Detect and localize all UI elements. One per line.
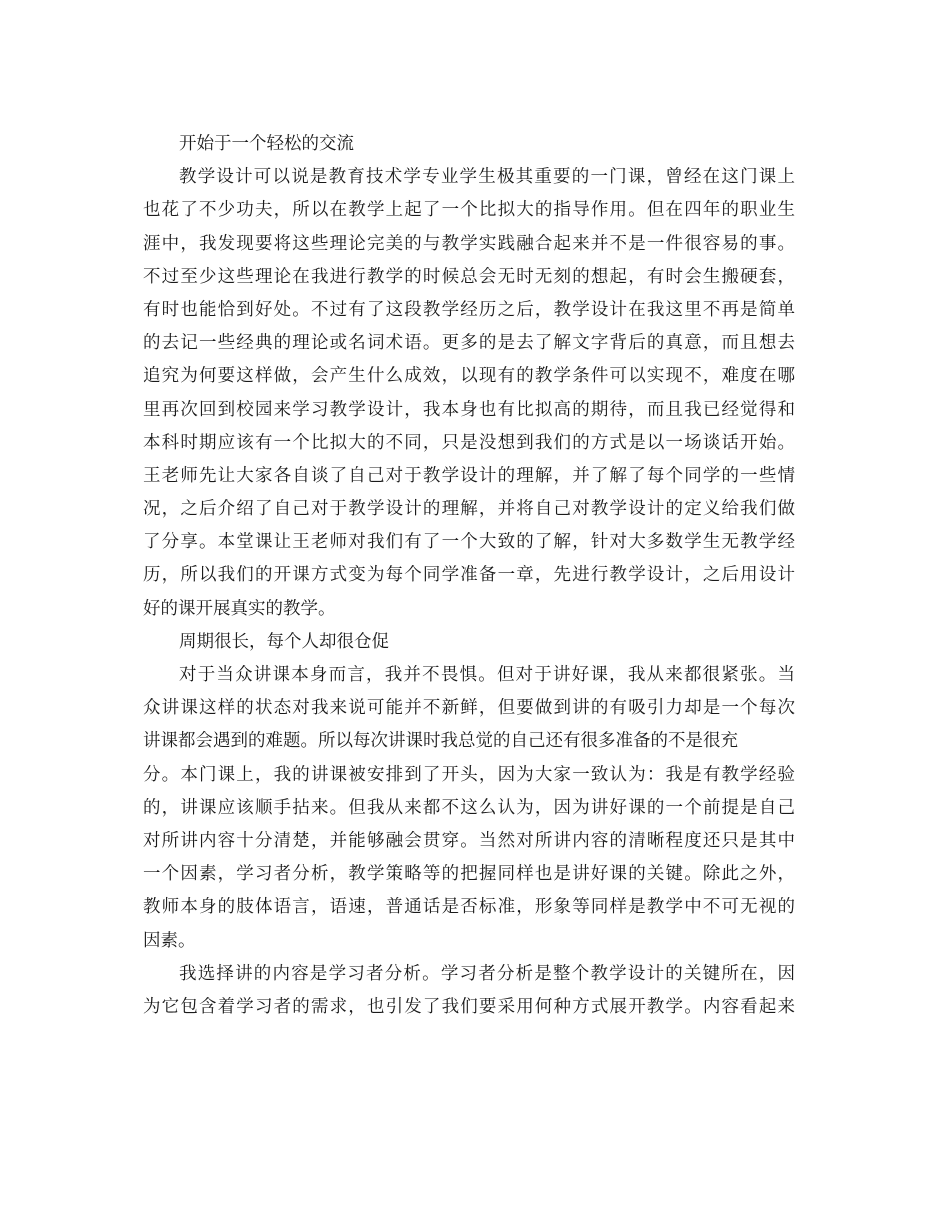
- paragraph: [143, 161, 795, 626]
- text-line: 为它包含着学习者的需求，也引发了我们要采用何种方式展开教学。内容看起来: [143, 996, 795, 1017]
- text-line: 对所讲内容十分清楚，并能够融会贯穿。当然对所讲内容的清晰程度还只是其中: [143, 830, 795, 851]
- text-line: 了分享。本堂课让王老师对我们有了一个大致的了解，针对大多数学生无教学经: [143, 532, 795, 553]
- text-line: 历，所以我们的开课方式变为每个同学准备一章，先进行教学设计，之后用设计: [143, 565, 795, 586]
- section-heading: 周期很长，每个人却很仓促: [179, 631, 389, 652]
- text-line: 好的课开展真实的教学。: [143, 598, 336, 619]
- paragraph: [143, 659, 795, 958]
- text-line: 的，讲课应该顺手拈来。但我从来都不这么认为，因为讲好课的一个前提是自己: [143, 797, 795, 818]
- text-line: 一个因素，学习者分析，教学策略等的把握同样也是讲好课的关键。除此之外，: [143, 864, 795, 885]
- paragraph: [143, 958, 795, 1024]
- text-line: 我选择讲的内容是学习者分析。学习者分析是整个教学设计的关键所在，因: [179, 963, 795, 984]
- text-line: 追究为何要这样做，会产生什么成效，以现有的教学条件可以实现不，难度在哪: [143, 366, 795, 387]
- text-line: 王老师先让大家各自谈了自己对于教学设计的理解，并了解了每个同学的一些情: [143, 465, 795, 486]
- text-line: 对于当众讲课本身而言，我并不畏惧。但对于讲好课，我从来都很紧张。当: [179, 665, 795, 685]
- text-line: 众讲课这样的状态对我来说可能并不新鲜，但要做到讲的有吸引力却是一个每次: [143, 698, 795, 719]
- text-line: 讲课都会遇到的难题。所以每次讲课时我总觉的自己还有很多准备的不是很充: [143, 731, 738, 752]
- text-line: 教学设计可以说是教育技术学专业学生极其重要的一门课，曾经在这门课上: [179, 167, 795, 188]
- section-heading: 开始于一个轻松的交流: [179, 134, 354, 154]
- text-line: 不过至少这些理论在我进行教学的时候总会无时无刻的想起，有时会生搬硬套，: [143, 266, 795, 287]
- text-line: 的去记一些经典的理论或名词术语。更多的是去了解文字背后的真意，而且想去: [143, 333, 795, 354]
- text-line: 教师本身的肢体语言，语速，普通话是否标准，形象等同样是教学中不可无视的: [143, 897, 795, 918]
- text-line: 也花了不少功夫，所以在教学上起了一个比拟大的指导作用。但在四年的职业生: [143, 200, 795, 221]
- text-line: 因素。: [143, 930, 196, 951]
- text-line: 有时也能恰到好处。不过有了这段教学经历之后，教学设计在我这里不再是简单: [143, 299, 795, 320]
- text-line: 本科时期应该有一个比拟大的不同，只是没想到我们的方式是以一场谈话开始。: [143, 432, 795, 453]
- text-line: 里再次回到校园来学习教学设计，我本身也有比拟高的期待，而且我已经觉得和: [143, 399, 795, 420]
- text-line: 况，之后介绍了自己对于教学设计的理解，并将自己对教学设计的定义给我们做: [143, 499, 795, 520]
- text-line: 分。本门课上，我的讲课被安排到了开头，因为大家一致认为：我是有教学经验: [143, 764, 795, 785]
- text-line: 涯中，我发现要将这些理论完美的与教学实践融合起来并不是一件很容易的事。: [143, 233, 795, 254]
- document-page: [143, 128, 795, 1024]
